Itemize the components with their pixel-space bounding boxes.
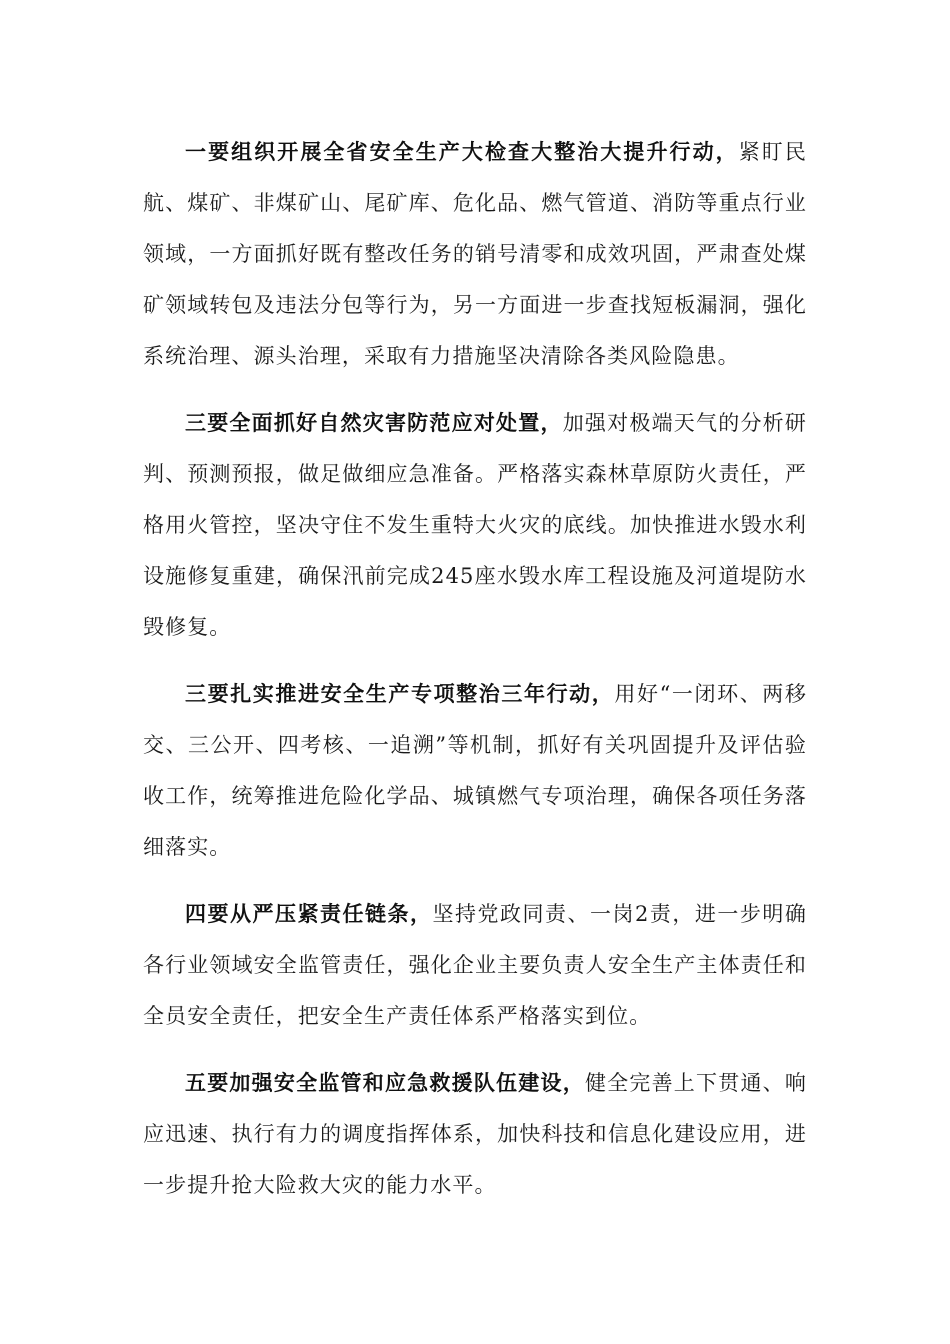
paragraph-5-body: 健全完善上下贯通、响应迅速、执行有力的调度指挥体系，加快科技和信息化建设应用，进一步提升抢大险救大灾的能力水平。 — [143, 1071, 807, 1197]
paragraph-5 — [143, 1058, 807, 1211]
paragraph-1 — [143, 127, 807, 382]
paragraph-1-body: 紧盯民航、煤矿、非煤矿山、尾矿库、危化品、燃气管道、消防等重点行业领域，一方面抓好既有整改任务的销号清零和成效巩固，严肃查处煤矿领域转包及违法分包等行为，另一方面进一步查找短板漏洞，强化系统治理、源头治理，采取有力措施坚决清除各类风险隐患。 — [143, 140, 807, 368]
paragraph-2-body: 加强对极端天气的分析研判、预测预报，做足做细应急准备。严格落实森林草原防火责任，严格用火管控，坚决守住不发生重特大火灾的底线。加快推进水毁水利设施修复重建，确保汛前完成245座水毁水库工程设施及河道堤防水毁修复。 — [143, 411, 807, 639]
paragraph-2-lead: 三要全面抓好自然灾害防范应对处置， — [185, 411, 563, 435]
paragraph-3-lead: 三要扎实推进安全生产专项整治三年行动， — [185, 682, 615, 706]
paragraph-4 — [143, 889, 807, 1042]
paragraph-4-body: 坚持党政同责、一岗2责，进一步明确各行业领域安全监管责任，强化企业主要负责人安全生产主体责任和全员安全责任，把安全生产责任体系严格落实到位。 — [143, 902, 807, 1028]
paragraph-3 — [143, 669, 807, 873]
document-body — [143, 127, 807, 1227]
paragraph-2 — [143, 398, 807, 653]
paragraph-5-lead: 五要加强安全监管和应急救援队伍建设， — [185, 1071, 585, 1095]
paragraph-4-lead: 四要从严压紧责任链条， — [185, 902, 433, 926]
paragraph-1-lead: 一要组织开展全省安全生产大检查大整治大提升行动， — [185, 140, 739, 164]
paragraph-3-body: 用好“一闭环、两移交、三公开、四考核、一追溯”等机制，抓好有关巩固提升及评估验收工作，统筹推进危险化学品、城镇燃气专项治理，确保各项任务落细落实。 — [143, 682, 807, 859]
